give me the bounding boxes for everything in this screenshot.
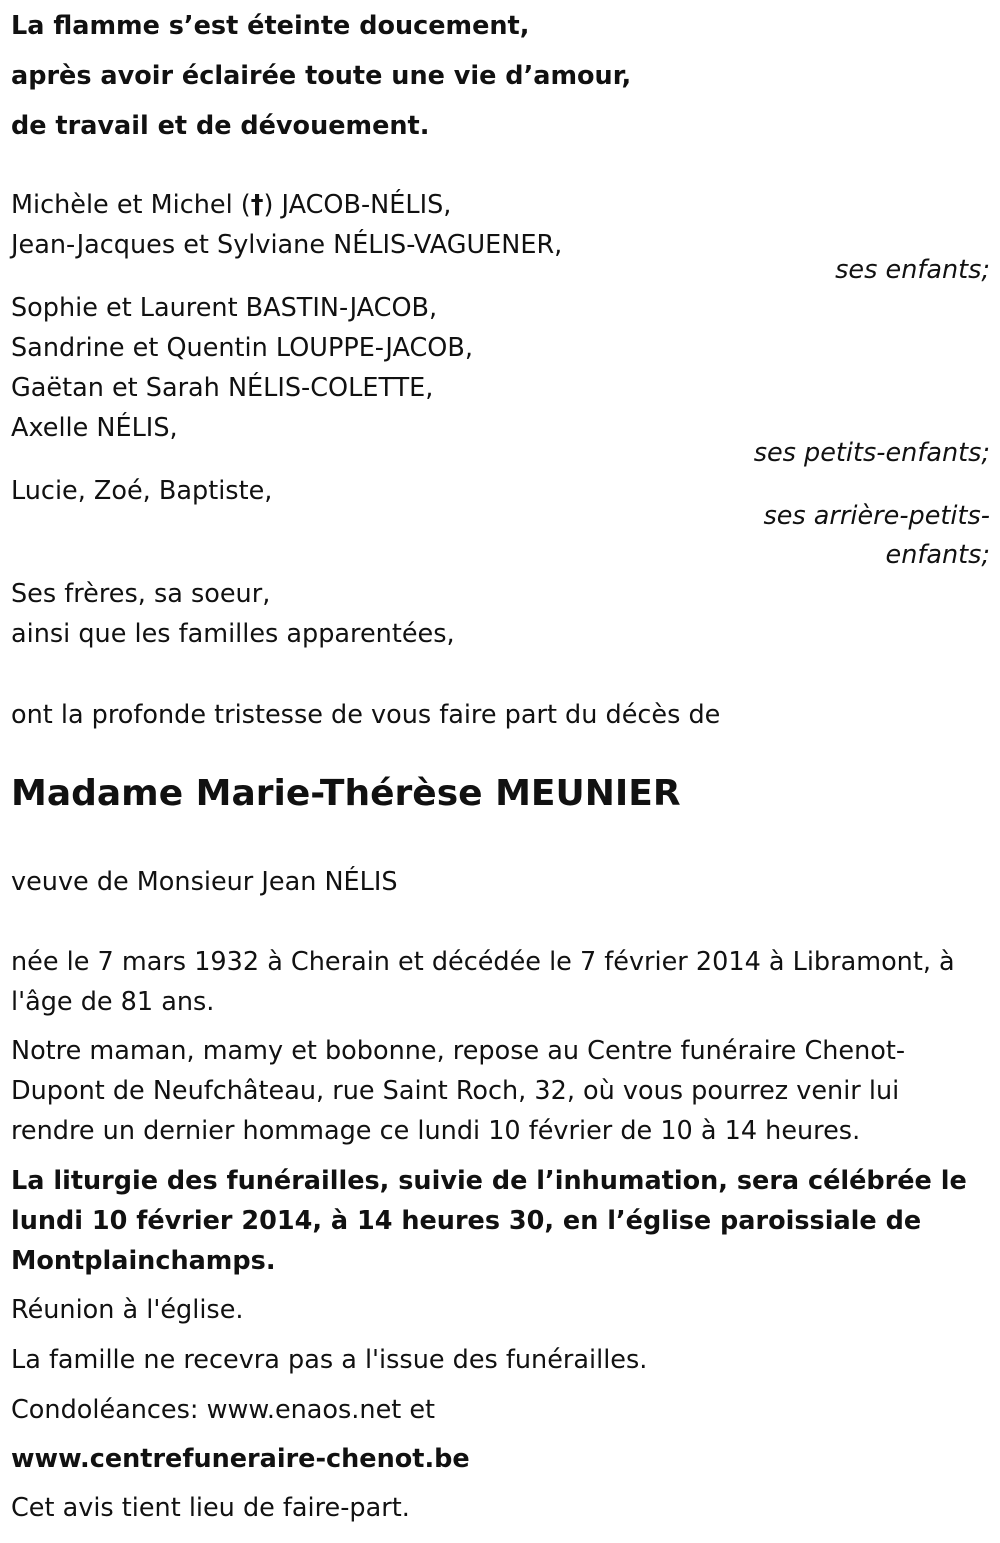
birth-death-line-2: l'âge de 81 ans.	[11, 987, 215, 1017]
intro-line-2: après avoir éclairée toute une vie d’amour,	[11, 61, 632, 91]
intro-line-3: de travail et de dévouement.	[11, 111, 430, 141]
cross-icon: †	[250, 190, 264, 220]
children-label: ses enfants;	[835, 255, 990, 285]
children-line-1	[11, 190, 452, 220]
liturgy-line-3: Montplainchamps.	[11, 1246, 276, 1276]
grandchild-line-1: Sophie et Laurent BASTIN-JACOB,	[11, 293, 438, 323]
children-line-1-before: Michèle et Michel (	[11, 190, 251, 220]
liturgy-line-2: lundi 10 février 2014, à 14 heures 30, en l’église paroissiale de	[11, 1206, 922, 1236]
repose-line-3: rendre un dernier hommage ce lundi 10 février de 10 à 14 heures.	[11, 1116, 861, 1146]
grandchild-line-3: Gaëtan et Sarah NÉLIS-COLETTE,	[11, 373, 434, 403]
no-reception-note: La famille ne recevra pas a l'issue des funérailles.	[11, 1345, 648, 1375]
condolences-line: Condoléances: www.enaos.net et	[11, 1395, 436, 1425]
grandchildren-label: ses petits-enfants;	[753, 438, 990, 468]
siblings-line-2: ainsi que les familles apparentées,	[11, 619, 455, 649]
children-line-1-after: ) JACOB-NÉLIS,	[263, 190, 452, 220]
deceased-name: Madame Marie-Thérèse MEUNIER	[11, 773, 681, 814]
meeting-note: Réunion à l'église.	[11, 1295, 244, 1325]
siblings-line-1: Ses frères, sa soeur,	[11, 579, 271, 609]
grandchild-line-4: Axelle NÉLIS,	[11, 413, 178, 443]
closing-note: Cet avis tient lieu de faire-part.	[11, 1493, 410, 1523]
announcement: ont la profonde tristesse de vous faire part du décès de	[11, 700, 721, 730]
repose-line-1: Notre maman, mamy et bobonne, repose au Centre funéraire Chenot-	[11, 1036, 906, 1066]
widow-of: veuve de Monsieur Jean NÉLIS	[11, 867, 398, 897]
grandchild-line-2: Sandrine et Quentin LOUPPE-JACOB,	[11, 333, 473, 363]
repose-line-2: Dupont de Neufchâteau, rue Saint Roch, 32, où vous pourrez venir lui	[11, 1076, 900, 1106]
condolences-site: www.centrefuneraire-chenot.be	[11, 1444, 470, 1474]
great-grandchildren-line: Lucie, Zoé, Baptiste,	[11, 476, 273, 506]
great-grandchildren-label-2: enfants;	[885, 540, 990, 570]
birth-death-line-1: née le 7 mars 1932 à Cherain et décédée le 7 février 2014 à Libramont, à	[11, 947, 955, 977]
children-line-2: Jean-Jacques et Sylviane NÉLIS-VAGUENER,	[11, 230, 563, 260]
great-grandchildren-label-1: ses arrière-petits-	[763, 501, 990, 531]
liturgy-line-1: La liturgie des funérailles, suivie de l’inhumation, sera célébrée le	[11, 1166, 967, 1196]
intro-line-1: La flamme s’est éteinte doucement,	[11, 11, 530, 41]
